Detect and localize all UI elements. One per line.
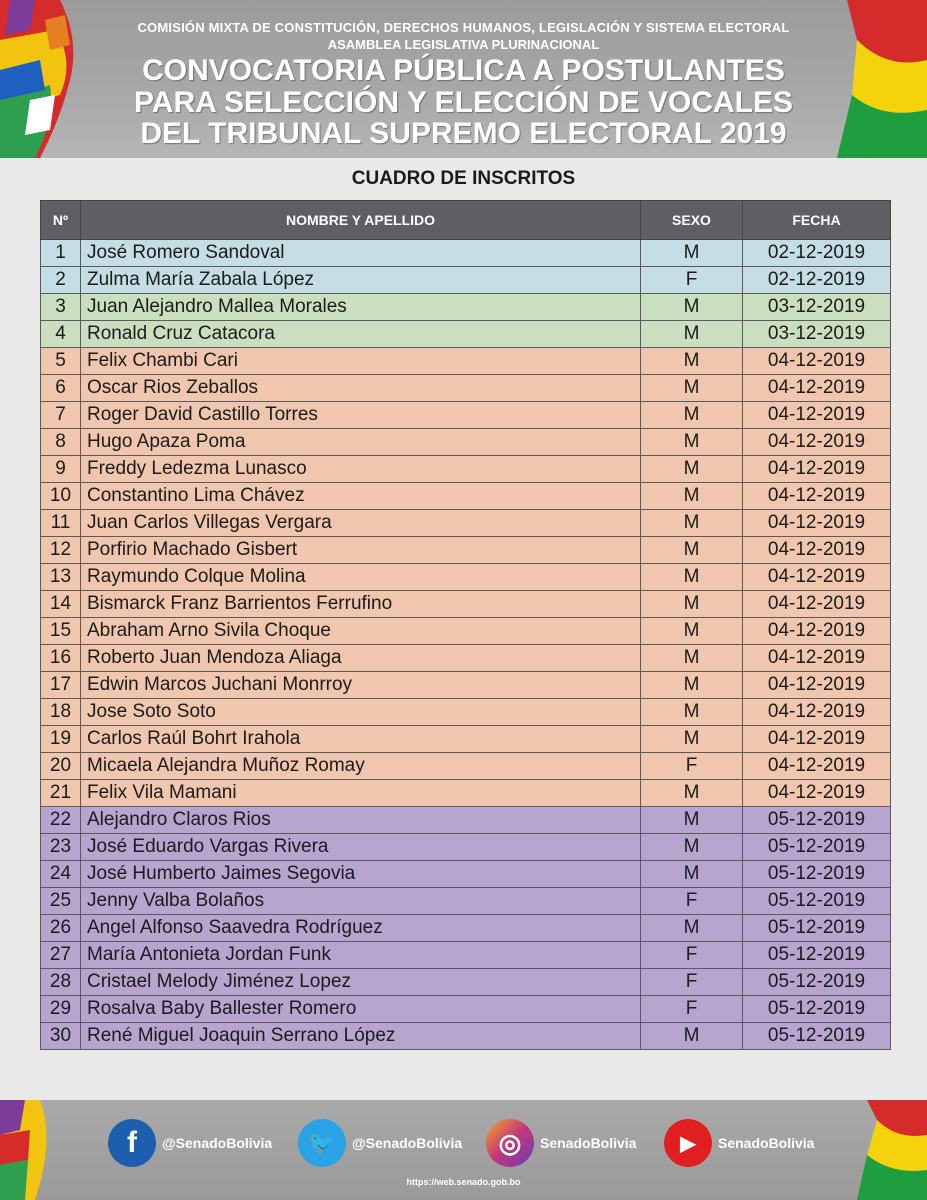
row-sex: M <box>641 807 743 834</box>
row-sex: M <box>641 429 743 456</box>
row-date: 04-12-2019 <box>743 510 891 537</box>
row-number: 7 <box>41 402 81 429</box>
row-date: 05-12-2019 <box>743 969 891 996</box>
row-number: 20 <box>41 753 81 780</box>
row-sex: M <box>641 915 743 942</box>
table-row <box>41 672 891 699</box>
row-number: 12 <box>41 537 81 564</box>
table-row <box>41 240 891 267</box>
page-title-line-1: CONVOCATORIA PÚBLICA A POSTULANTES <box>142 54 785 87</box>
facebook-link[interactable] <box>108 1118 272 1168</box>
row-sex: M <box>641 780 743 807</box>
row-name: Alejandro Claros Rios <box>81 807 641 834</box>
table-header-row <box>41 201 891 240</box>
row-sex: M <box>641 672 743 699</box>
row-name: Carlos Raúl Bohrt Irahola <box>81 726 641 753</box>
row-name: René Miguel Joaquin Serrano López <box>81 1023 641 1050</box>
row-name: Abraham Arno Sivila Choque <box>81 618 641 645</box>
row-number: 21 <box>41 780 81 807</box>
row-sex: M <box>641 537 743 564</box>
row-number: 22 <box>41 807 81 834</box>
row-date: 04-12-2019 <box>743 348 891 375</box>
column-header-date: FECHA <box>743 201 891 240</box>
row-number: 9 <box>41 456 81 483</box>
row-date: 02-12-2019 <box>743 240 891 267</box>
row-number: 5 <box>41 348 81 375</box>
row-sex: M <box>641 483 743 510</box>
row-number: 14 <box>41 591 81 618</box>
row-date: 04-12-2019 <box>743 591 891 618</box>
row-date: 05-12-2019 <box>743 915 891 942</box>
row-date: 04-12-2019 <box>743 699 891 726</box>
row-name: Roberto Juan Mendoza Aliaga <box>81 645 641 672</box>
row-number: 16 <box>41 645 81 672</box>
table-row <box>41 1023 891 1050</box>
row-name: José Humberto Jaimes Segovia <box>81 861 641 888</box>
row-sex: F <box>641 267 743 294</box>
row-name: Oscar Rios Zeballos <box>81 375 641 402</box>
column-header-name: NOMBRE Y APELLIDO <box>81 201 641 240</box>
row-sex: F <box>641 996 743 1023</box>
row-number: 1 <box>41 240 81 267</box>
table-row <box>41 834 891 861</box>
table-title: CUADRO DE INSCRITOS <box>351 168 576 189</box>
row-date: 05-12-2019 <box>743 861 891 888</box>
row-sex: F <box>641 753 743 780</box>
row-name: Jose Soto Soto <box>81 699 641 726</box>
row-name: Felix Vila Mamani <box>81 780 641 807</box>
table-row <box>41 726 891 753</box>
table-row <box>41 591 891 618</box>
table-row <box>41 429 891 456</box>
row-sex: M <box>641 240 743 267</box>
row-name: Rosalva Baby Ballester Romero <box>81 996 641 1023</box>
table-row <box>41 861 891 888</box>
row-name: Cristael Melody Jiménez Lopez <box>81 969 641 996</box>
row-name: Freddy Ledezma Lunasco <box>81 456 641 483</box>
table-row <box>41 780 891 807</box>
row-date: 05-12-2019 <box>743 1023 891 1050</box>
row-number: 3 <box>41 294 81 321</box>
row-date: 04-12-2019 <box>743 726 891 753</box>
row-number: 17 <box>41 672 81 699</box>
commission-name: COMISIÓN MIXTA DE CONSTITUCIÓN, DERECHOS HUMANOS, LEGISLACIÓN Y SISTEMA ELECTORAL <box>137 20 790 35</box>
page-title-line-3: DEL TRIBUNAL SUPREMO ELECTORAL 2019 <box>140 117 787 150</box>
table-row <box>41 915 891 942</box>
row-number: 15 <box>41 618 81 645</box>
row-date: 04-12-2019 <box>743 645 891 672</box>
row-number: 13 <box>41 564 81 591</box>
table-row <box>41 375 891 402</box>
row-date: 05-12-2019 <box>743 888 891 915</box>
row-sex: M <box>641 645 743 672</box>
youtube-handle: SenadoBolivia <box>718 1135 815 1151</box>
row-name: Micaela Alejandra Muñoz Romay <box>81 753 641 780</box>
table-row <box>41 267 891 294</box>
row-date: 04-12-2019 <box>743 537 891 564</box>
table-row <box>41 888 891 915</box>
row-sex: M <box>641 321 743 348</box>
registrants-table <box>40 200 891 1050</box>
row-date: 03-12-2019 <box>743 294 891 321</box>
table-row <box>41 537 891 564</box>
row-name: José Romero Sandoval <box>81 240 641 267</box>
row-date: 04-12-2019 <box>743 780 891 807</box>
twitter-handle: @SenadoBolivia <box>352 1135 463 1151</box>
row-date: 04-12-2019 <box>743 618 891 645</box>
column-header-number: Nº <box>41 201 81 240</box>
row-sex: M <box>641 861 743 888</box>
row-number: 30 <box>41 1023 81 1050</box>
instagram-icon: ◎ <box>486 1119 534 1167</box>
table-row <box>41 483 891 510</box>
row-number: 25 <box>41 888 81 915</box>
row-name: Roger David Castillo Torres <box>81 402 641 429</box>
youtube-icon: ▶ <box>664 1119 712 1167</box>
row-sex: M <box>641 402 743 429</box>
column-header-sex: SEXO <box>641 201 743 240</box>
table-row <box>41 402 891 429</box>
instagram-link[interactable] <box>486 1118 636 1168</box>
row-date: 04-12-2019 <box>743 456 891 483</box>
row-number: 8 <box>41 429 81 456</box>
row-name: María Antonieta Jordan Funk <box>81 942 641 969</box>
row-date: 04-12-2019 <box>743 483 891 510</box>
row-date: 05-12-2019 <box>743 942 891 969</box>
row-sex: M <box>641 699 743 726</box>
row-name: Bismarck Franz Barrientos Ferrufino <box>81 591 641 618</box>
row-date: 04-12-2019 <box>743 429 891 456</box>
website-link[interactable]: https://web.senado.gob.bo <box>406 1177 521 1187</box>
row-sex: M <box>641 618 743 645</box>
row-date: 05-12-2019 <box>743 834 891 861</box>
table-row <box>41 699 891 726</box>
row-sex: M <box>641 456 743 483</box>
youtube-link[interactable] <box>664 1118 814 1168</box>
table-row <box>41 510 891 537</box>
row-name: Angel Alfonso Saavedra Rodríguez <box>81 915 641 942</box>
row-name: Porfirio Machado Gisbert <box>81 537 641 564</box>
row-date: 03-12-2019 <box>743 321 891 348</box>
row-name: Hugo Apaza Poma <box>81 429 641 456</box>
table-row <box>41 294 891 321</box>
row-name: Ronald Cruz Catacora <box>81 321 641 348</box>
row-number: 27 <box>41 942 81 969</box>
row-number: 6 <box>41 375 81 402</box>
row-date: 05-12-2019 <box>743 996 891 1023</box>
row-sex: M <box>641 375 743 402</box>
row-number: 23 <box>41 834 81 861</box>
row-number: 4 <box>41 321 81 348</box>
row-sex: F <box>641 888 743 915</box>
table-row <box>41 969 891 996</box>
header-banner <box>0 0 927 158</box>
row-number: 2 <box>41 267 81 294</box>
row-sex: F <box>641 969 743 996</box>
table-row <box>41 321 891 348</box>
row-name: Zulma María Zabala López <box>81 267 641 294</box>
row-sex: F <box>641 942 743 969</box>
row-number: 28 <box>41 969 81 996</box>
table-row <box>41 753 891 780</box>
row-name: Felix Chambi Cari <box>81 348 641 375</box>
row-date: 02-12-2019 <box>743 267 891 294</box>
row-sex: M <box>641 591 743 618</box>
facebook-icon: f <box>108 1119 156 1167</box>
twitter-icon: 🐦 <box>298 1119 346 1167</box>
row-date: 04-12-2019 <box>743 564 891 591</box>
row-number: 24 <box>41 861 81 888</box>
row-sex: M <box>641 564 743 591</box>
table-row <box>41 996 891 1023</box>
row-name: Edwin Marcos Juchani Monrroy <box>81 672 641 699</box>
table-row <box>41 618 891 645</box>
row-number: 18 <box>41 699 81 726</box>
row-sex: M <box>641 348 743 375</box>
page-title-line-2: PARA SELECCIÓN Y ELECCIÓN DE VOCALES <box>134 86 793 119</box>
row-sex: M <box>641 510 743 537</box>
table-row <box>41 564 891 591</box>
row-number: 26 <box>41 915 81 942</box>
table-row <box>41 456 891 483</box>
assembly-name: ASAMBLEA LEGISLATIVA PLURINACIONAL <box>327 37 600 52</box>
row-sex: M <box>641 834 743 861</box>
row-sex: M <box>641 294 743 321</box>
row-name: Jenny Valba Bolaños <box>81 888 641 915</box>
row-name: Constantino Lima Chávez <box>81 483 641 510</box>
row-date: 04-12-2019 <box>743 402 891 429</box>
row-date: 04-12-2019 <box>743 753 891 780</box>
table-body <box>41 240 891 1050</box>
row-name: Juan Alejandro Mallea Morales <box>81 294 641 321</box>
row-number: 19 <box>41 726 81 753</box>
row-date: 04-12-2019 <box>743 375 891 402</box>
row-name: Raymundo Colque Molina <box>81 564 641 591</box>
row-number: 10 <box>41 483 81 510</box>
row-sex: M <box>641 1023 743 1050</box>
row-name: Juan Carlos Villegas Vergara <box>81 510 641 537</box>
twitter-link[interactable] <box>298 1118 462 1168</box>
facebook-handle: @SenadoBolivia <box>162 1135 273 1151</box>
row-sex: M <box>641 726 743 753</box>
row-number: 29 <box>41 996 81 1023</box>
row-date: 05-12-2019 <box>743 807 891 834</box>
table-row <box>41 348 891 375</box>
table-row <box>41 645 891 672</box>
instagram-handle: SenadoBolivia <box>540 1135 637 1151</box>
table-row <box>41 807 891 834</box>
table-row <box>41 942 891 969</box>
row-name: José Eduardo Vargas Rivera <box>81 834 641 861</box>
row-number: 11 <box>41 510 81 537</box>
row-date: 04-12-2019 <box>743 672 891 699</box>
